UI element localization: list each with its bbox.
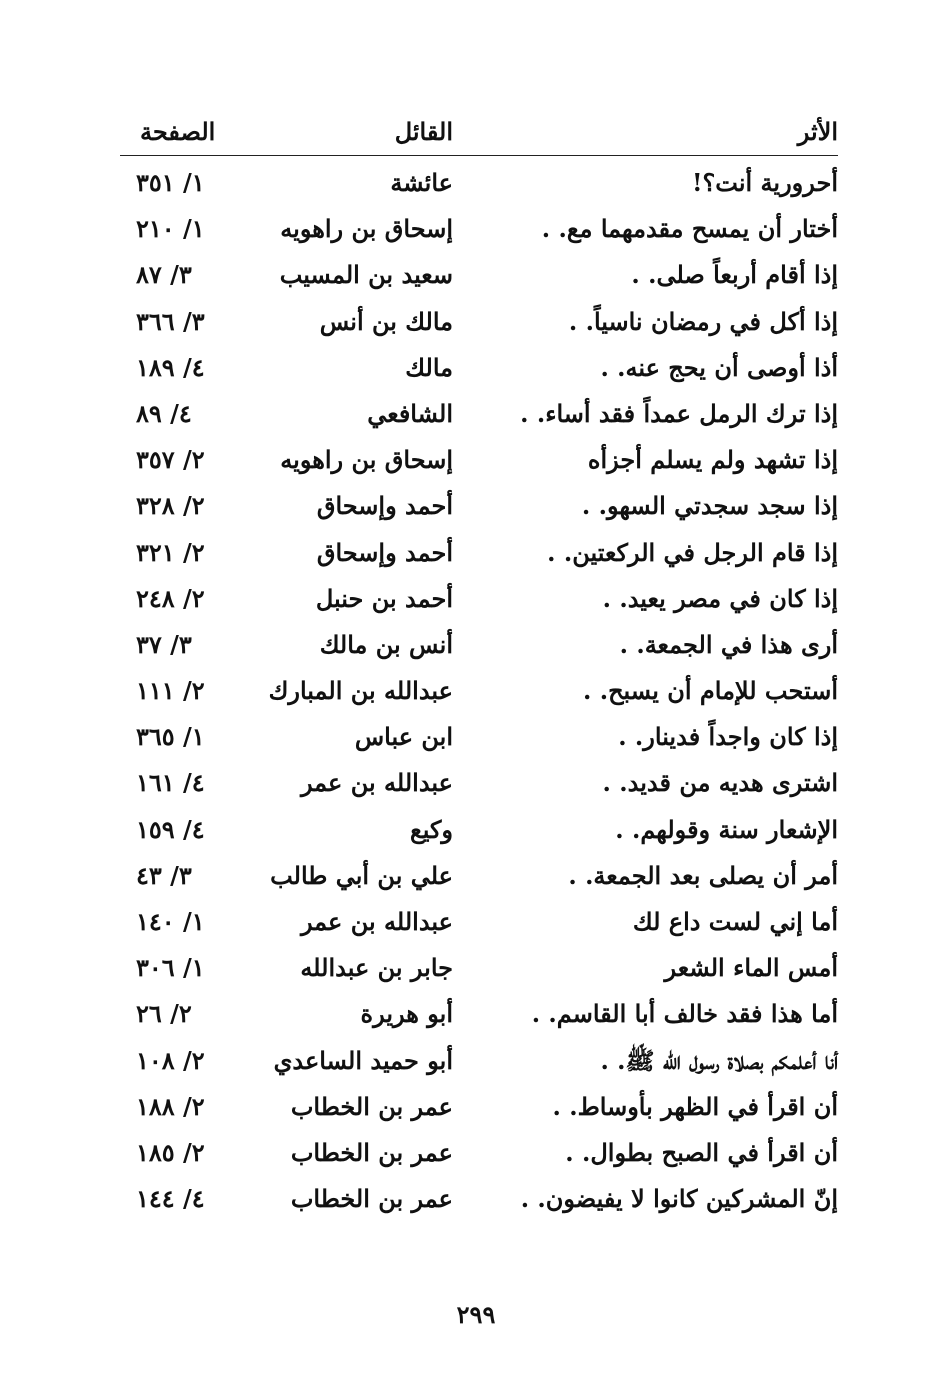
athar-cell: أمر أن يصلى بعد الجمعة. . [568, 860, 838, 890]
table-row [120, 1176, 838, 1222]
athar-cell: أحرورية أنت؟! [691, 168, 838, 197]
table-row [120, 899, 838, 945]
qail-cell: ابن عباس [354, 722, 453, 752]
athar-cell: أما إني لست داع لك [632, 907, 838, 936]
athar-cell: إذا تشهد ولم يسلم أجزأه [587, 445, 838, 475]
athar-cell: اشترى هديه من قديد. . [602, 768, 838, 798]
athar-cell: أستحب للإمام أن يسبح. . [583, 676, 838, 706]
table-row [120, 483, 838, 529]
athar-cell: إذا كان واجداً فدينار. . [618, 722, 838, 752]
header-qail: القائل [394, 117, 453, 146]
qail-cell: أحمد وإسحاق [316, 491, 453, 521]
qail-cell: عائشة [390, 168, 453, 197]
athar-cell: أما هذا فقد خالف أبا القاسم. . [531, 999, 838, 1029]
qail-cell: جابر بن عبدالله [300, 953, 453, 983]
qail-cell: سعيد بن المسيب [279, 260, 453, 290]
table-row [120, 1130, 838, 1176]
page-ref-cell: ٤/ ٨٩ [136, 398, 192, 428]
table-row [120, 576, 838, 622]
page-ref-cell: ١/ ٣٦٥ [136, 722, 205, 752]
athar-cell: إنّ المشركين كانوا لا يفيضون. . [520, 1184, 838, 1214]
table-row [120, 437, 838, 483]
qail-cell: علي بن أبي طالب [270, 860, 453, 890]
header-page: الصفحة [140, 117, 216, 146]
header-divider [120, 155, 838, 156]
table-row [120, 714, 838, 760]
qail-cell: عبدالله بن عمر [300, 768, 453, 798]
page-ref-cell: ٢/ ١٨٨ [136, 1091, 205, 1121]
athar-cell: أنا أعلمكم بصلاة رسول الله ﷺ. . [600, 1045, 838, 1075]
table-row [120, 299, 838, 345]
table-header [120, 112, 838, 152]
table-row [120, 345, 838, 391]
page-ref-cell: ١/ ١٤٠ [136, 907, 205, 936]
qail-cell: عمر بن الخطاب [290, 1184, 453, 1214]
athar-cell: إذا أقام أربعاً صلى. . [631, 260, 838, 290]
page-ref-cell: ٤/ ١٥٩ [136, 814, 205, 844]
page-ref-cell: ١/ ٣٥١ [136, 168, 205, 197]
page-ref-cell: ٣/ ٤٣ [136, 860, 192, 890]
page-ref-cell: ٢/ ٢٦ [136, 999, 192, 1029]
table-row [120, 1084, 838, 1130]
qail-cell: مالك [405, 352, 453, 382]
table-row [120, 206, 838, 252]
page-ref-cell: ١/ ٢١٠ [136, 214, 205, 244]
athar-cell: إذا سجد سجدتي السهو. . [581, 491, 838, 521]
table-row [120, 807, 838, 853]
qail-cell: إسحاق بن راهويه [280, 214, 453, 244]
page-ref-cell: ٢/ ١١١ [136, 676, 205, 706]
qail-cell: أبو هريرة [360, 999, 453, 1029]
table-row [120, 760, 838, 806]
page-ref-cell: ٤/ ١٤٤ [136, 1184, 205, 1214]
table-row [120, 252, 838, 298]
qail-cell: أحمد وإسحاق [316, 537, 453, 567]
qail-cell: عبدالله بن المبارك [268, 676, 453, 706]
header-athar: الأثر [797, 117, 838, 146]
athar-cell: إذا أكل في رمضان ناسياً. . [568, 306, 838, 336]
athar-cell: أذا أوصى أن يحج عنه. . [600, 352, 838, 382]
qail-cell: عبدالله بن عمر [300, 907, 453, 936]
page-ref-cell: ٣/ ٣٧ [136, 629, 192, 659]
page-ref-cell: ٢/ ١٨٥ [136, 1137, 205, 1167]
page-ref-cell: ٤/ ١٦١ [136, 768, 205, 798]
qail-cell: أبو حميد الساعدي [273, 1045, 453, 1075]
qail-cell: عمر بن الخطاب [290, 1091, 453, 1121]
athar-cell: أختار أن يمسح مقدمهما مع. . [541, 214, 838, 244]
athar-cell: إذا كان في مصر يعيد. . [602, 583, 838, 613]
page-ref-cell: ٢/ ٢٤٨ [136, 583, 205, 613]
athar-cell: أمس الماء الشعر [664, 953, 838, 983]
qail-cell: الشافعي [367, 398, 453, 428]
qail-cell: أنس بن مالك [319, 629, 453, 659]
qail-cell: إسحاق بن راهويه [280, 445, 453, 475]
page-ref-cell: ٤/ ١٨٩ [136, 352, 205, 382]
page-ref-cell: ١/ ٣٠٦ [136, 953, 205, 983]
athar-cell: أن اقرأ في الصبح بطوال. . [565, 1137, 838, 1167]
athar-cell: إذا قام الرجل في الركعتين. . [547, 537, 838, 567]
qail-cell: أحمد بن حنبل [315, 583, 453, 613]
page-ref-cell: ٣/ ٨٧ [136, 260, 192, 290]
page-ref-cell: ٢/ ٣٢١ [136, 537, 205, 567]
page-number: ٢٩٩ [456, 1300, 496, 1329]
page-ref-cell: ٢/ ٣٢٨ [136, 491, 205, 521]
athar-cell: إذا ترك الرمل عمداً فقد أساء. . [520, 398, 838, 428]
table-row [120, 622, 838, 668]
qail-cell: وكيع [409, 814, 453, 844]
page-ref-cell: ٢/ ١٠٨ [136, 1045, 205, 1075]
table-row [120, 853, 838, 899]
table-row [120, 160, 838, 206]
table-row [120, 1038, 838, 1084]
qail-cell: مالك بن أنس [319, 306, 453, 336]
athar-cell: أن اقرأ في الظهر بأوساط. . [552, 1091, 838, 1121]
athar-cell: أرى هذا في الجمعة. . [619, 629, 838, 659]
index-table [120, 160, 838, 1222]
table-row [120, 945, 838, 991]
page-ref-cell: ٣/ ٣٦٦ [136, 306, 205, 336]
table-row [120, 391, 838, 437]
table-row [120, 530, 838, 576]
qail-cell: عمر بن الخطاب [290, 1137, 453, 1167]
athar-cell: الإشعار سنة وقولهم. . [615, 814, 838, 844]
table-row [120, 991, 838, 1037]
table-row [120, 668, 838, 714]
page-ref-cell: ٢/ ٣٥٧ [136, 445, 205, 475]
